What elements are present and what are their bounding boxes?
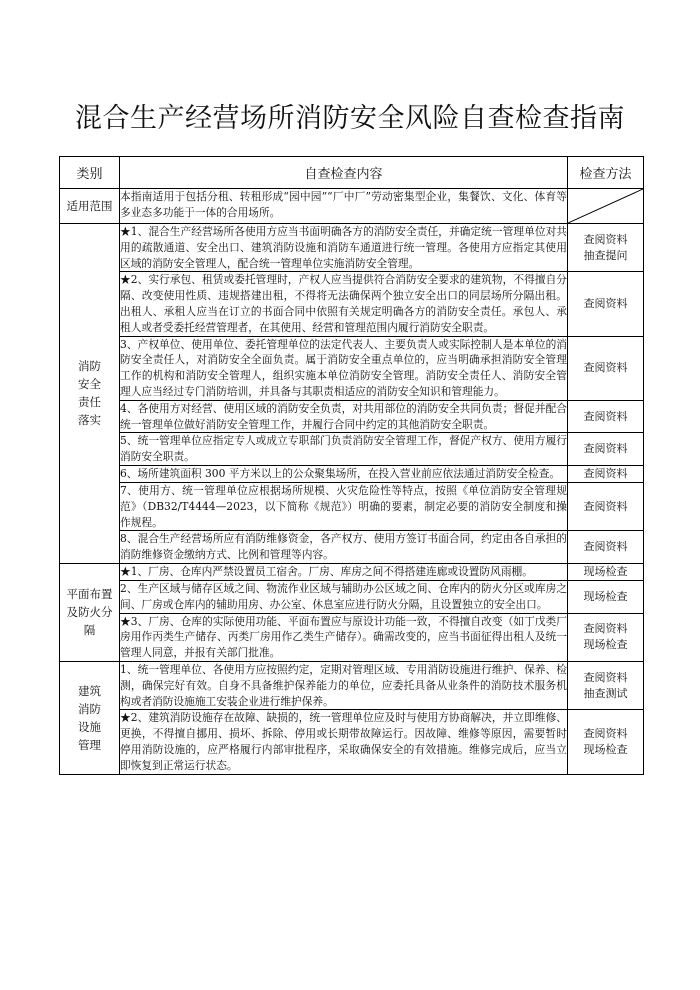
self-inspection-table	[59, 156, 644, 775]
content-cell: ★1、混合生产经营场所各使用方应当书面明确各方的消防安全责任，并确定统一管理单位对共用的疏散通道、安全出口、建筑消防设施和消防车通道进行统一管理。各使用方应指定其使用区域的消防安全管理人，配合统一管理单位实施消防安全管理。	[120, 224, 568, 272]
method-label: 抽查测试	[583, 686, 628, 700]
method-label: 现场检查	[583, 638, 628, 652]
category-label: 消防安全责任落实	[77, 359, 101, 428]
category-cell	[60, 563, 120, 661]
method-cell	[568, 580, 644, 613]
method-cell	[568, 400, 644, 433]
table-row	[60, 465, 644, 482]
content-cell: ★1、厂房、仓库内严禁设置员工宿舍。厂房、库房之间不得搭建连廊或设置防风雨棚。	[120, 563, 568, 580]
method-label: 查阅资料	[583, 499, 628, 513]
content-cell: 本指南适用于包括分租、转租形成“园中园”“厂中厂”劳动密集型企业，集餐饮、文化、体育等多业态多功能于一体的合用场所。	[120, 189, 568, 224]
method-label: 查阅资料	[583, 232, 628, 246]
category-label: 平面布置及防火分隔	[66, 587, 113, 638]
category-label: 适用范围	[66, 199, 113, 213]
method-label: 查阅资料	[583, 296, 628, 310]
table-row	[60, 563, 644, 580]
table-row	[60, 336, 644, 400]
table-row	[60, 272, 644, 336]
category-label: 建筑消防设施管理	[77, 683, 101, 752]
method-label: 现场检查	[583, 589, 628, 603]
method-cell	[568, 465, 644, 482]
method-cell	[568, 433, 644, 466]
table-row	[60, 224, 644, 272]
method-label: 抽查提问	[583, 248, 628, 262]
category-cell-scope	[60, 189, 120, 224]
method-cell	[568, 613, 644, 661]
method-cell	[568, 710, 644, 774]
header-method: 检查方法	[568, 157, 644, 189]
table-row	[60, 531, 644, 564]
method-cell	[568, 272, 644, 336]
content-cell: 8、混合生产经营场所应有消防维修资金，各产权方、使用方签订书面合同，约定由各自承担的消防维修资金缴纳方式、比例和管理等内容。	[120, 531, 568, 564]
table-row	[60, 710, 644, 774]
category-cell	[60, 661, 120, 774]
method-cell	[568, 336, 644, 400]
method-label: 查阅资料	[583, 361, 628, 375]
content-cell: 2、生产区域与储存区域之间、物流作业区域与辅助办公区域之间、仓库内的防火分区或库房之间、厂房或仓库内的辅助用房、办公室、休息室应进行防火分隔，且设置独立的安全出口。	[120, 580, 568, 613]
content-cell: 7、使用方、统一管理单位应根据场所规模、火灾危险性等特点，按照《单位消防安全管理规范》（DB32/T4444—2023，以下简称《规范》）明确的要素，制定必要的消防安全制度和操作规程。	[120, 482, 568, 530]
method-label: 查阅资料	[583, 726, 628, 740]
category-cell	[60, 224, 120, 564]
method-label: 现场检查	[583, 564, 628, 578]
content-cell: 1、统一管理单位、各使用方应按照约定，定期对管理区域、专用消防设施进行维护、保养、检测，确保完好有效。自身不具备维护保养能力的单位，应委托具备从业条件的消防技术服务机构或者消防设施施工安装企业进行维护保养。	[120, 661, 568, 709]
table-row	[60, 482, 644, 530]
method-cell	[568, 224, 644, 272]
header-content: 自查检查内容	[120, 157, 568, 189]
content-cell: 6、场所建筑面积 300 平方米以上的公众聚集场所，在投入营业前应依法通过消防安全检查。	[120, 465, 568, 482]
content-cell: 4、各使用方对经营、使用区域的消防安全负责，对共用部位的消防安全共同负责；督促并配合统一管理单位做好消防安全管理工作，并履行合同中约定的其他消防安全职责。	[120, 400, 568, 433]
method-label: 查阅资料	[583, 466, 628, 480]
table-row	[60, 613, 644, 661]
content-cell: ★2、实行承包、租赁或委托管理时，产权人应当提供符合消防安全要求的建筑物，不得擅自分隔、改变使用性质、违规搭建出租，不得将无法确保两个独立安全出口的同层场所分隔出租。出租人、承租人应当在订立的书面合同中依照有关规定明确各方的消防安全责任。承包人、承租人或者受委托经营管理者，在其使用、经营和管理范围内履行消防安全职责。	[120, 272, 568, 336]
content-cell: ★3、厂房、仓库的实际使用功能、平面布置应与原设计功能一致，不得擅自改变（如丁戊类厂房用作丙类生产储存、丙类厂房用作乙类生产储存）。确需改变的，应当书面征得出租人及统一管理人同意，并报有关部门批准。	[120, 613, 568, 661]
table-row	[60, 433, 644, 466]
method-label: 现场检查	[583, 742, 628, 756]
method-cell	[568, 563, 644, 580]
method-cell	[568, 482, 644, 530]
table-header-row	[60, 157, 644, 189]
page-title: 混合生产经营场所消防安全风险自查检查指南	[75, 103, 625, 134]
table-row	[60, 580, 644, 613]
header-category: 类别	[60, 157, 120, 189]
content-cell: 3、产权单位、使用单位、委托管理单位的法定代表人、主要负责人或实际控制人是本单位的消防安全责任人，对消防安全全面负责。属于消防安全重点单位的，应当明确承担消防安全管理工作的机构和消防安全管理人，组织实施本单位消防安全管理。消防安全责任人、消防安全管理人应当经过专门消防培训，并具备与其职责相适应的消防安全知识和管理能力。	[120, 336, 568, 400]
method-label: 查阅资料	[583, 540, 628, 554]
not-applicable-slash	[568, 189, 644, 224]
method-label: 查阅资料	[583, 409, 628, 423]
table-row	[60, 661, 644, 709]
method-label: 查阅资料	[583, 622, 628, 636]
method-label: 查阅资料	[583, 442, 628, 456]
method-label: 查阅资料	[583, 670, 628, 684]
table-row	[60, 400, 644, 433]
table-row-scope	[60, 189, 644, 224]
method-cell	[568, 531, 644, 564]
content-cell: 5、统一管理单位应指定专人或成立专职部门负责消防安全管理工作，督促产权方、使用方履行消防安全职责。	[120, 433, 568, 466]
content-cell: ★2、建筑消防设施存在故障、缺损的，统一管理单位应及时与使用方协商解决，并立即维修、更换，不得擅自挪用、损坏、拆除、停用或长期带故障运行。因故障、维修等原因，需要暂时停用消防设施的，应严格履行内部审批程序，采取确保安全的有效措施。维修完成后，应当立即恢复到正常运行状态。	[120, 710, 568, 774]
method-cell	[568, 661, 644, 709]
